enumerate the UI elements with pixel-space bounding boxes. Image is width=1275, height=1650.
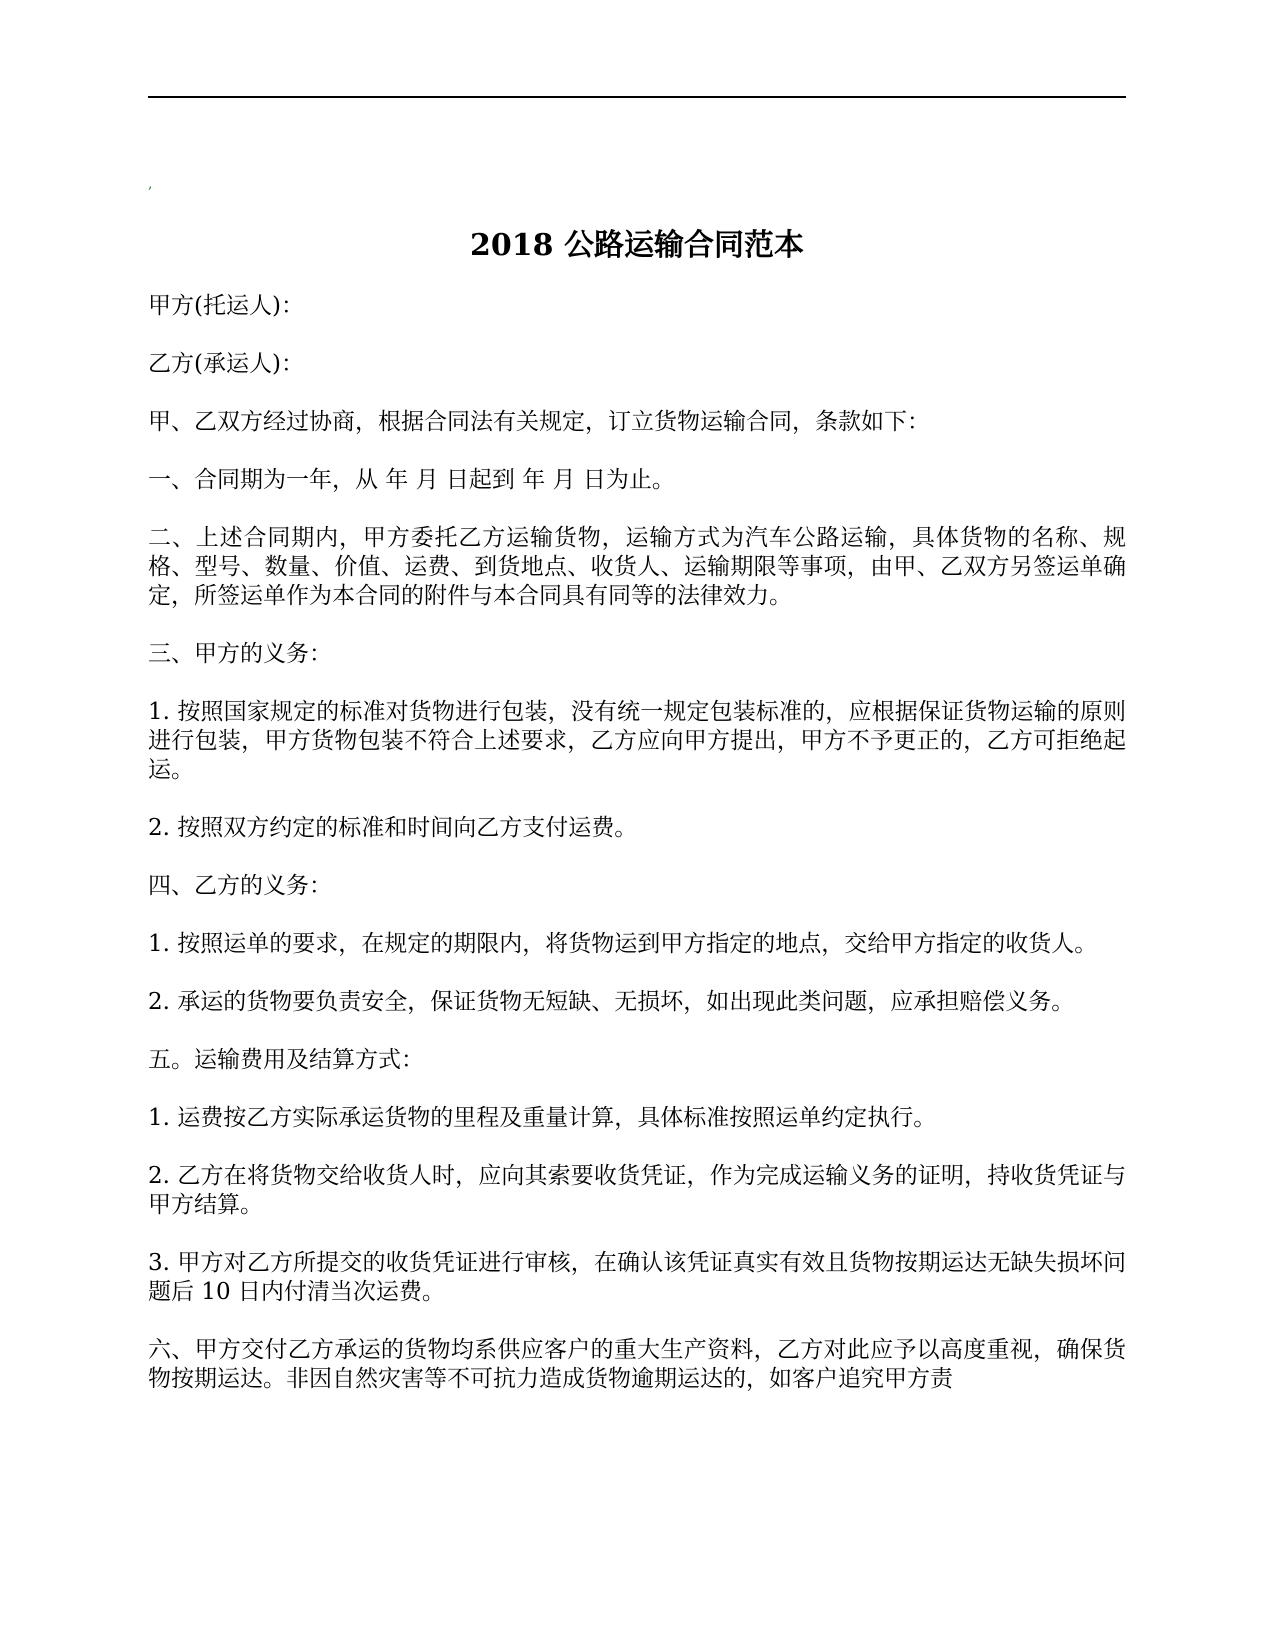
clause-6: 六、甲方交付乙方承运的货物均系供应客户的重大生产资料，乙方对此应予以高度重视，确保货物按期运达。非因自然灾害等不可抗力造成货物逾期运达的，如客户追究甲方责 (148, 1337, 1126, 1392)
clause-4-item-1: 1. 按照运单的要求，在规定的期限内，将货物运到甲方指定的地点，交给甲方指定的收货人。 (148, 931, 1098, 957)
clause-4-heading: 四、乙方的义务： (148, 873, 332, 899)
party-a-line: 甲方(托运人)： (148, 293, 304, 319)
clause-5-heading: 五。运输费用及结算方式： (148, 1047, 424, 1073)
clause-3-item-1: 1. 按照国家规定的标准对货物进行包装，没有统一规定包装标准的，应根据保证货物运输的原则进行包装，甲方货物包装不符合上述要求，乙方应向甲方提出，甲方不予更正的，乙方可拒绝起运。 (148, 699, 1126, 783)
green-mark: , (148, 176, 153, 192)
preamble: 甲、乙双方经过协商，根据合同法有关规定，订立货物运输合同，条款如下： (148, 409, 930, 435)
clause-1: 一、合同期为一年，从 年 月 日起到 年 月 日为止。 (148, 467, 675, 493)
clause-3-heading: 三、甲方的义务： (148, 641, 332, 667)
party-b-line: 乙方(承运人)： (148, 351, 304, 377)
clause-5-item-3: 3. 甲方对乙方所提交的收货凭证进行审核，在确认该凭证真实有效且货物按期运达无缺失损坏问题后 10 日内付清当次运费。 (148, 1250, 1126, 1305)
clause-4-item-2: 2. 承运的货物要负责安全，保证货物无短缺、无损坏，如出现此类问题，应承担赔偿义务。 (148, 989, 1075, 1015)
clause-5-item-2: 2. 乙方在将货物交给收货人时，应向其索要收货凭证，作为完成运输义务的证明，持收货凭证与甲方结算。 (148, 1163, 1126, 1218)
header-rule (148, 96, 1126, 98)
document-body (148, 292, 1126, 1423)
document-title: 2018 公路运输合同范本 (470, 228, 804, 263)
clause-3-item-2: 2. 按照双方约定的标准和时间向乙方支付运费。 (148, 815, 638, 841)
clause-5-item-1: 1. 运费按乙方实际承运货物的里程及重量计算，具体标准按照运单约定执行。 (148, 1105, 937, 1131)
clause-2: 二、上述合同期内，甲方委托乙方运输货物，运输方式为汽车公路运输，具体货物的名称、规格、型号、数量、价值、运费、到货地点、收货人、运输期限等事项，由甲、乙双方另签运单确定，所签运单作为本合同的附件与本合同具有同等的法律效力。 (148, 525, 1126, 609)
